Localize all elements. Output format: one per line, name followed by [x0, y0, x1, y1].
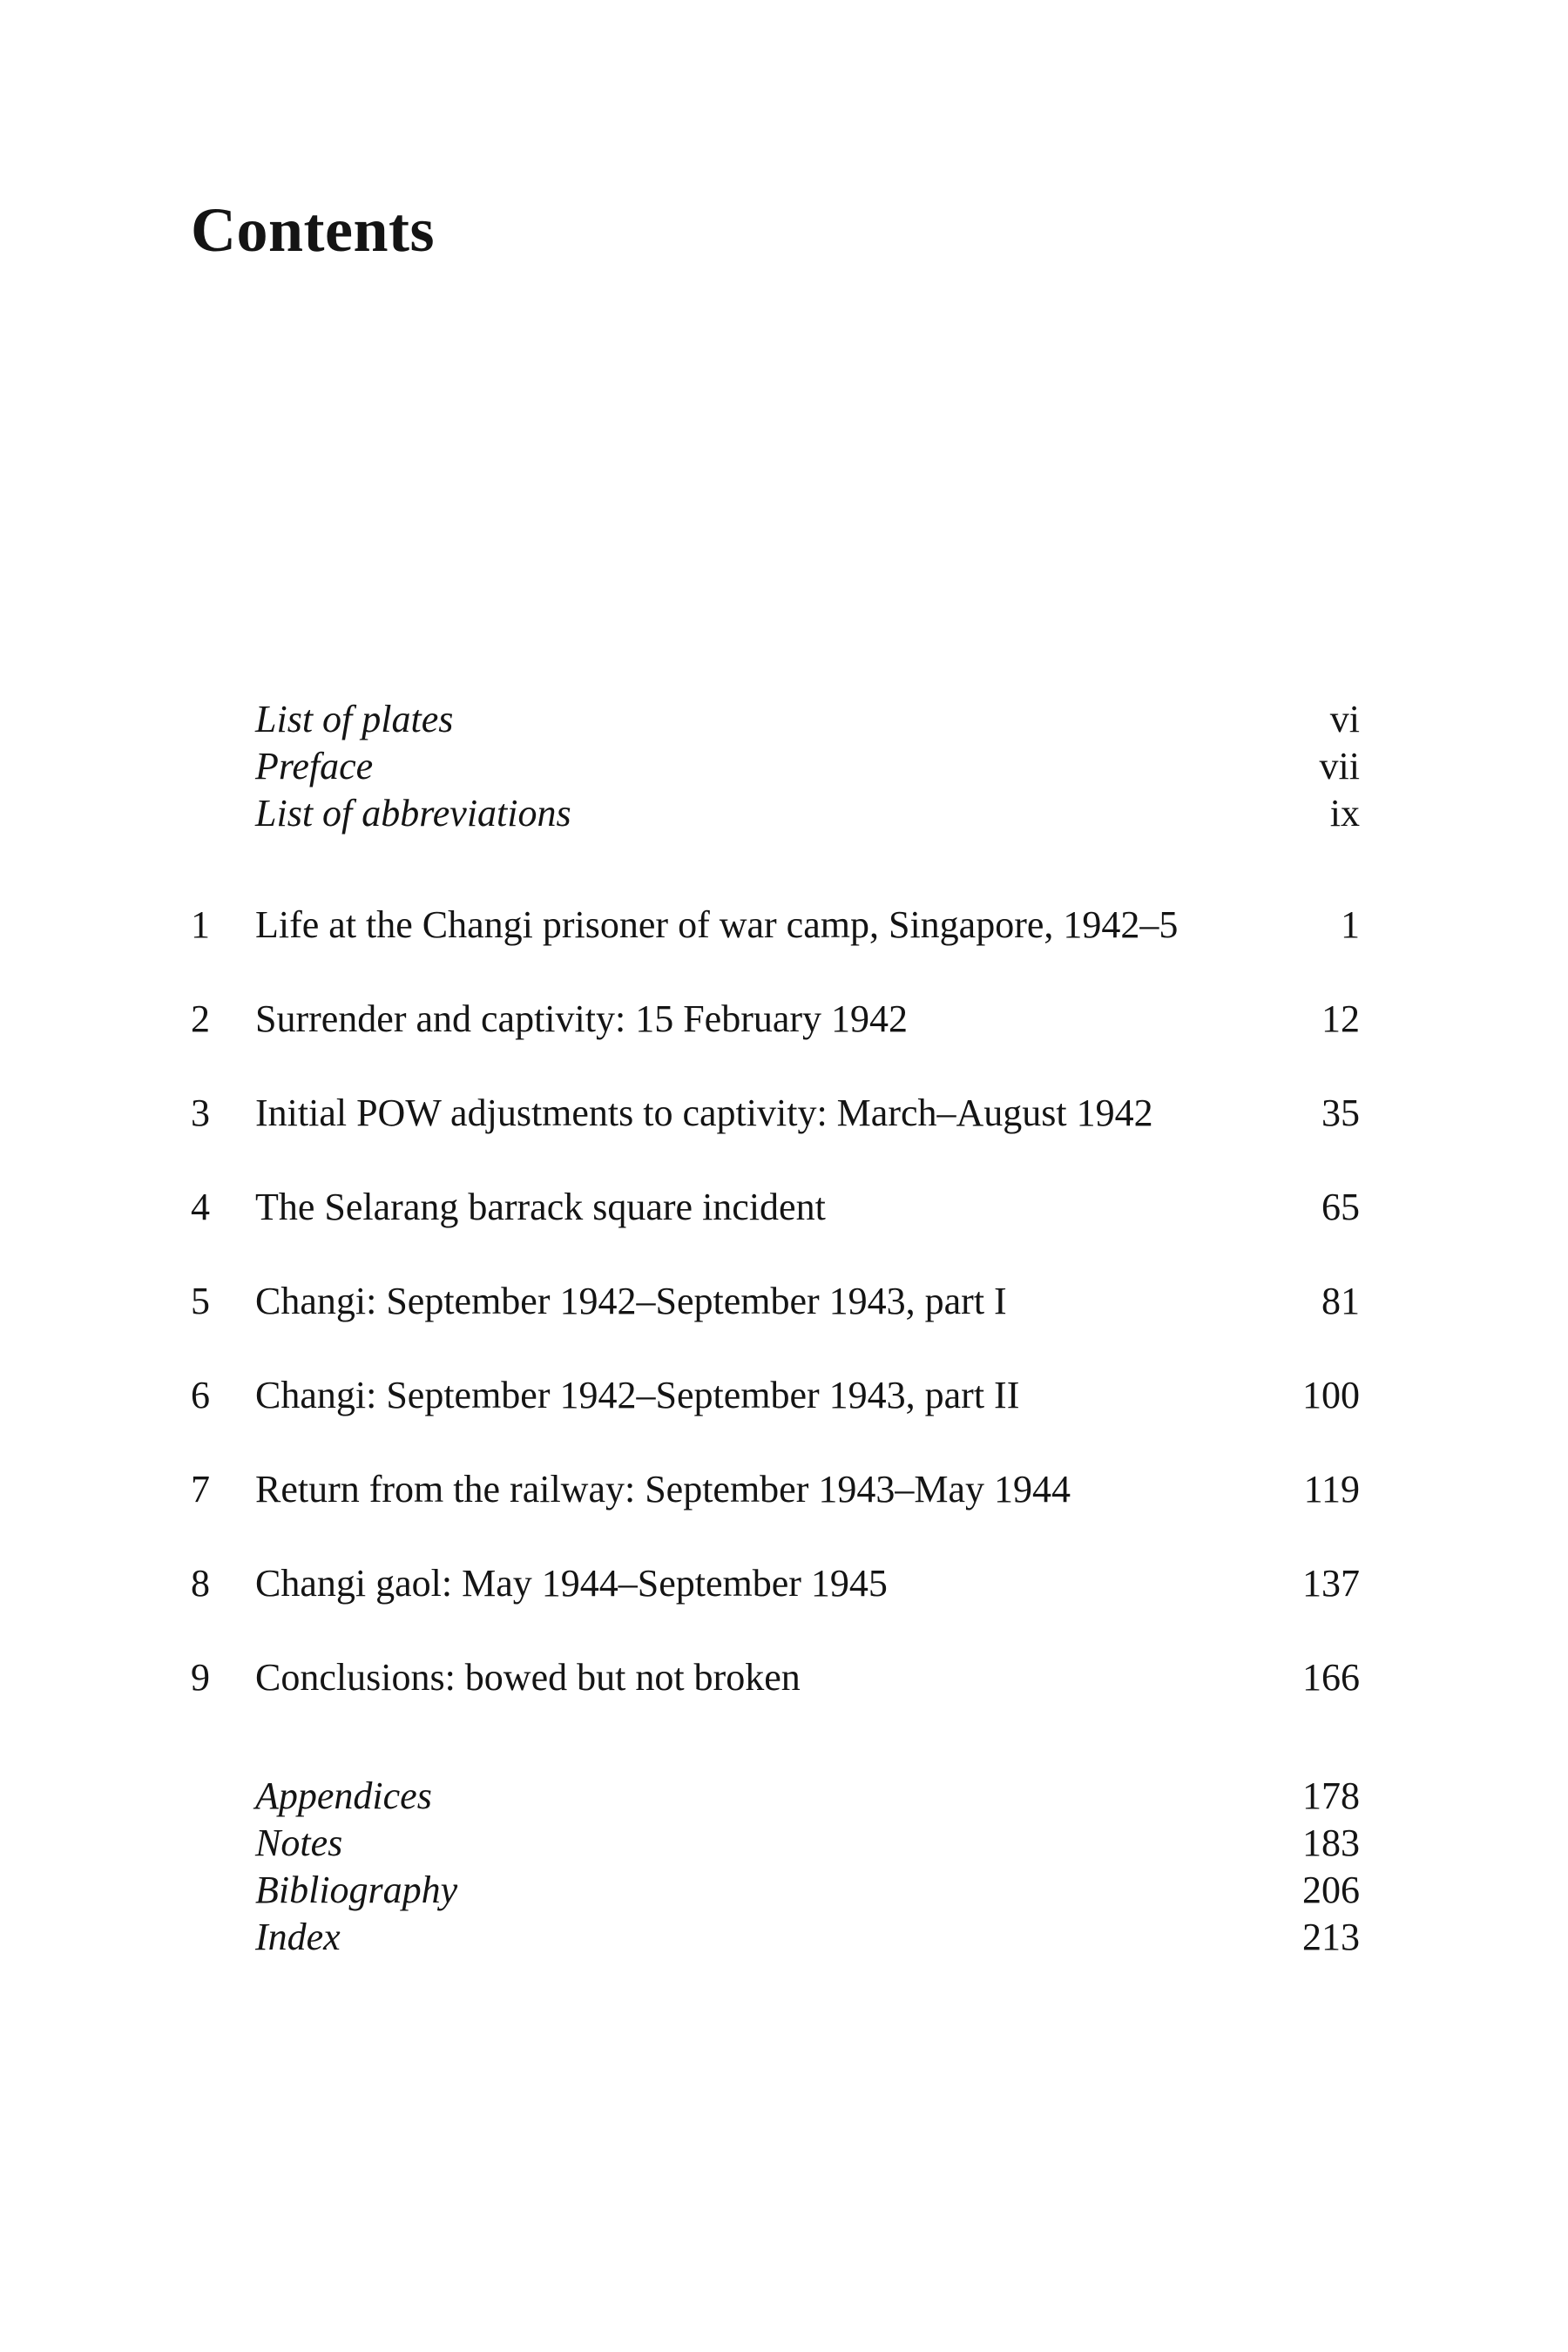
toc-entry — [0, 1821, 1568, 1871]
toc-entry-title: Preface — [255, 745, 374, 787]
toc-entry — [0, 700, 1568, 747]
chapter-page: 1 — [1341, 903, 1360, 946]
toc-entry — [0, 747, 1568, 794]
chapter-entry — [0, 903, 1568, 1000]
chapter-entry — [0, 1656, 1568, 1753]
chapter-number: 3 — [191, 1092, 210, 1134]
toc-entry — [0, 1918, 1568, 1965]
toc-entry-title: Notes — [255, 1821, 343, 1864]
chapter-number: 1 — [191, 903, 210, 946]
chapter-number: 5 — [191, 1280, 210, 1322]
chapter-page: 65 — [1321, 1186, 1360, 1228]
chapter-page: 137 — [1302, 1562, 1360, 1605]
chapter-page: 81 — [1321, 1280, 1360, 1322]
chapter-page: 35 — [1321, 1092, 1360, 1134]
toc-entry-title: List of abbreviations — [255, 792, 571, 835]
chapter-entry — [0, 997, 1568, 1094]
toc-entry-title: Appendices — [255, 1774, 432, 1817]
chapter-page: 119 — [1303, 1468, 1360, 1511]
chapter-number: 2 — [191, 997, 210, 1040]
chapter-title: Surrender and captivity: 15 February 1942 — [255, 997, 909, 1040]
toc-entry-page: 213 — [1302, 1916, 1360, 1958]
chapter-entry — [0, 1376, 1568, 1470]
toc-entry-title: List of plates — [255, 698, 454, 740]
toc-entry-page: vii — [1319, 745, 1360, 787]
chapter-title: Return from the railway: September 1943–May 1944 — [255, 1468, 1071, 1511]
chapter-page: 100 — [1302, 1374, 1360, 1416]
toc-entry — [0, 794, 1568, 841]
page-title: Contents — [191, 195, 436, 265]
toc-entry-page: ix — [1329, 792, 1360, 835]
chapter-number: 4 — [191, 1186, 210, 1228]
toc-entry-page: vi — [1329, 698, 1360, 740]
chapter-page: 166 — [1302, 1656, 1360, 1699]
chapter-title: Changi: September 1942–September 1943, part II — [255, 1374, 1020, 1416]
toc-entry-page: 183 — [1302, 1821, 1360, 1864]
toc-entry-page: 206 — [1302, 1869, 1360, 1911]
chapter-title: Conclusions: bowed but not broken — [255, 1656, 801, 1699]
chapter-title: Changi gaol: May 1944–September 1945 — [255, 1562, 888, 1605]
chapter-number: 8 — [191, 1562, 210, 1605]
chapter-page: 12 — [1321, 997, 1360, 1040]
chapter-list — [0, 903, 1568, 1753]
toc-entry-page: 178 — [1302, 1774, 1360, 1817]
chapter-entry — [0, 1470, 1568, 1565]
chapter-entry — [0, 1188, 1568, 1282]
chapter-entry — [0, 1562, 1568, 1659]
chapter-number: 9 — [191, 1656, 210, 1699]
front-matter-list — [0, 700, 1568, 841]
chapter-number: 7 — [191, 1468, 210, 1511]
toc-entry — [0, 1871, 1568, 1918]
toc-entry — [0, 1774, 1568, 1824]
chapter-title: Changi: September 1942–September 1943, part I — [255, 1280, 1007, 1322]
chapter-title: The Selarang barrack square incident — [255, 1186, 826, 1228]
chapter-number: 6 — [191, 1374, 210, 1416]
toc-entry-title: Bibliography — [255, 1869, 458, 1911]
chapter-title: Initial POW adjustments to captivity: March–August 1942 — [255, 1092, 1153, 1134]
back-matter-list — [0, 1774, 1568, 1965]
toc-entry-title: Index — [255, 1916, 341, 1958]
chapter-entry — [0, 1282, 1568, 1376]
chapter-title: Life at the Changi prisoner of war camp, Singapore, 1942–5 — [255, 903, 1179, 946]
chapter-entry — [0, 1094, 1568, 1188]
